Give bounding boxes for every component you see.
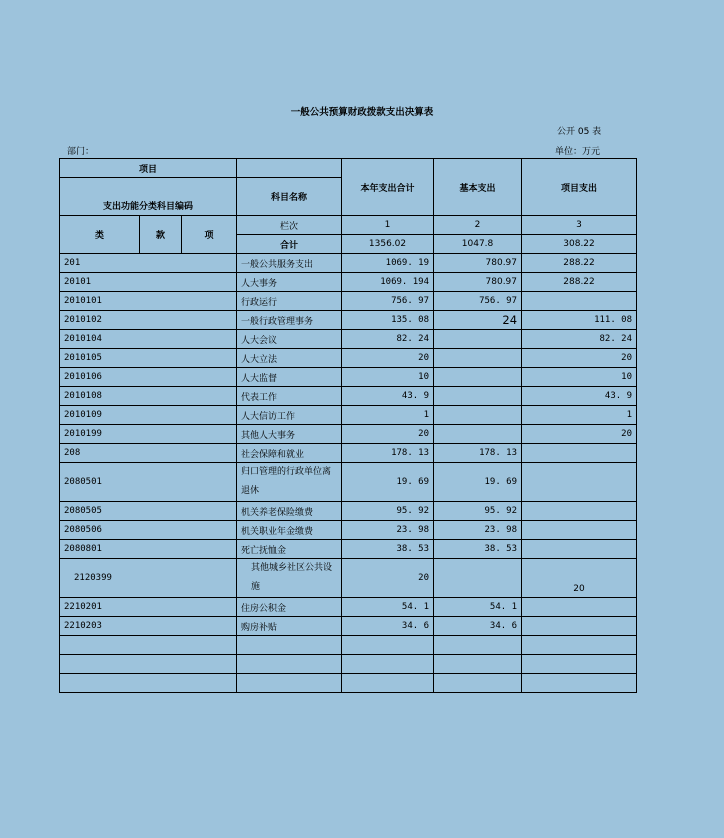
row-name: 其他人大事务 xyxy=(237,425,342,444)
row-total: 34. 6 xyxy=(342,617,434,636)
row-project xyxy=(522,617,637,636)
row-basic: 95. 92 xyxy=(434,502,522,521)
row-total: 1069. 194 xyxy=(342,273,434,292)
sum-project: 308.22 xyxy=(522,235,637,254)
unit-label: 单位：万元 xyxy=(555,147,601,157)
row-basic xyxy=(434,330,522,349)
row-code: 2010106 xyxy=(60,368,237,387)
row-total: 54. 1 xyxy=(342,598,434,617)
row-project: 1 xyxy=(522,406,637,425)
row-project: 111. 08 xyxy=(522,311,637,330)
expenditure-table xyxy=(59,158,637,693)
header-col2: 2 xyxy=(434,216,522,235)
empty-cell xyxy=(434,636,522,655)
sum-basic: 1047.8 xyxy=(434,235,522,254)
row-total: 82. 24 xyxy=(342,330,434,349)
row-name: 人大会议 xyxy=(237,330,342,349)
row-basic: 23. 98 xyxy=(434,521,522,540)
row-basic xyxy=(434,349,522,368)
form-number: 公开 05 表 xyxy=(557,127,602,137)
row-code: 2210201 xyxy=(60,598,237,617)
row-project xyxy=(522,521,637,540)
row-code: 2210203 xyxy=(60,617,237,636)
row-basic xyxy=(434,559,522,598)
row-name: 行政运行 xyxy=(237,292,342,311)
empty-cell xyxy=(434,655,522,674)
empty-row xyxy=(60,655,637,674)
row-code: 2010109 xyxy=(60,406,237,425)
row-project: 20 xyxy=(522,425,637,444)
empty-cell xyxy=(522,636,637,655)
header-function-code: 支出功能分类科目编码 xyxy=(60,178,237,216)
table-row xyxy=(60,425,637,444)
row-name: 人大事务 xyxy=(237,273,342,292)
empty-row xyxy=(60,674,637,693)
sum-label: 合计 xyxy=(237,235,342,254)
row-code: 2010199 xyxy=(60,425,237,444)
row-total: 43. 9 xyxy=(342,387,434,406)
row-basic: 178. 13 xyxy=(434,444,522,463)
row-project: 288.22 xyxy=(522,273,637,292)
table-row xyxy=(60,406,637,425)
row-total: 95. 92 xyxy=(342,502,434,521)
row-code: 2010101 xyxy=(60,292,237,311)
empty-cell xyxy=(60,674,237,693)
row-code: 2120399 xyxy=(60,559,237,598)
header-subject-name: 科目名称 xyxy=(237,178,342,216)
row-code: 2080505 xyxy=(60,502,237,521)
row-total: 20 xyxy=(342,559,434,598)
header-lanci: 栏次 xyxy=(237,216,342,235)
row-project: 288.22 xyxy=(522,254,637,273)
row-total: 756. 97 xyxy=(342,292,434,311)
row-code: 2010102 xyxy=(60,311,237,330)
table-title: 一般公共预算财政拨款支出决算表 xyxy=(290,107,434,118)
row-total: 20 xyxy=(342,425,434,444)
row-total: 38. 53 xyxy=(342,540,434,559)
row-name: 人大信访工作 xyxy=(237,406,342,425)
row-code: 2010105 xyxy=(60,349,237,368)
table-row xyxy=(60,502,637,521)
header-total: 本年支出合计 xyxy=(342,159,434,216)
row-code: 2010104 xyxy=(60,330,237,349)
header-project-expenditure: 项目支出 xyxy=(522,159,637,216)
row-name: 死亡抚恤金 xyxy=(237,540,342,559)
table-row xyxy=(60,311,637,330)
row-name: 一般行政管理事务 xyxy=(237,311,342,330)
row-total: 20 xyxy=(342,349,434,368)
row-total: 178. 13 xyxy=(342,444,434,463)
empty-cell xyxy=(522,674,637,693)
empty-cell xyxy=(60,655,237,674)
row-total: 10 xyxy=(342,368,434,387)
sum-total: 1356.02 xyxy=(342,235,434,254)
table-row xyxy=(60,617,637,636)
empty-row xyxy=(60,636,637,655)
row-name: 代表工作 xyxy=(237,387,342,406)
header-col3: 3 xyxy=(522,216,637,235)
row-basic: 24 xyxy=(434,311,522,330)
row-basic: 780.97 xyxy=(434,273,522,292)
table-row xyxy=(60,444,637,463)
table-row xyxy=(60,540,637,559)
table-row xyxy=(60,349,637,368)
row-name: 一般公共服务支出 xyxy=(237,254,342,273)
empty-cell xyxy=(434,674,522,693)
header-basic: 基本支出 xyxy=(434,159,522,216)
row-code: 20101 xyxy=(60,273,237,292)
row-project xyxy=(522,540,637,559)
row-name: 社会保障和就业 xyxy=(237,444,342,463)
table-row xyxy=(60,521,637,540)
empty-cell xyxy=(342,636,434,655)
row-project xyxy=(522,292,637,311)
row-project: 20 xyxy=(522,559,637,598)
row-project: 82. 24 xyxy=(522,330,637,349)
row-code: 208 xyxy=(60,444,237,463)
table-row xyxy=(60,254,637,273)
row-name: 其他城乡社区公共设施 xyxy=(237,559,342,598)
row-basic: 34. 6 xyxy=(434,617,522,636)
header-col1: 1 xyxy=(342,216,434,235)
empty-cell xyxy=(342,655,434,674)
table-row xyxy=(60,368,637,387)
table-row xyxy=(60,559,637,598)
row-basic: 780.97 xyxy=(434,254,522,273)
empty-cell xyxy=(342,674,434,693)
empty-cell xyxy=(237,655,342,674)
row-project: 20 xyxy=(522,349,637,368)
row-project xyxy=(522,598,637,617)
row-project: 43. 9 xyxy=(522,387,637,406)
header-project: 项目 xyxy=(60,159,237,178)
empty-cell xyxy=(237,636,342,655)
row-basic xyxy=(434,387,522,406)
department-label: 部门： xyxy=(67,147,95,157)
header-lei: 类 xyxy=(60,216,140,254)
table-row xyxy=(60,292,637,311)
empty-cell xyxy=(237,674,342,693)
row-total: 19. 69 xyxy=(342,463,434,502)
table-row xyxy=(60,463,637,502)
row-code: 2080501 xyxy=(60,463,237,502)
row-basic xyxy=(434,425,522,444)
row-project xyxy=(522,463,637,502)
row-basic: 54. 1 xyxy=(434,598,522,617)
row-total: 1069. 19 xyxy=(342,254,434,273)
row-name: 购房补贴 xyxy=(237,617,342,636)
row-project xyxy=(522,444,637,463)
row-total: 135. 08 xyxy=(342,311,434,330)
row-name: 归口管理的行政单位离退休 xyxy=(237,463,342,502)
row-project xyxy=(522,502,637,521)
row-name: 住房公积金 xyxy=(237,598,342,617)
header-subject-name-top xyxy=(237,159,342,178)
row-basic: 19. 69 xyxy=(434,463,522,502)
row-basic: 756. 97 xyxy=(434,292,522,311)
empty-cell xyxy=(522,655,637,674)
row-total: 1 xyxy=(342,406,434,425)
row-basic xyxy=(434,368,522,387)
row-code: 2080801 xyxy=(60,540,237,559)
header-kuan: 款 xyxy=(140,216,182,254)
row-code: 2080506 xyxy=(60,521,237,540)
table-row xyxy=(60,598,637,617)
table-row xyxy=(60,273,637,292)
row-project: 10 xyxy=(522,368,637,387)
row-name: 人大立法 xyxy=(237,349,342,368)
row-name: 人大监督 xyxy=(237,368,342,387)
row-code: 2010108 xyxy=(60,387,237,406)
row-code: 201 xyxy=(60,254,237,273)
row-name: 机关养老保险缴费 xyxy=(237,502,342,521)
row-total: 23. 98 xyxy=(342,521,434,540)
table-row xyxy=(60,330,637,349)
row-name: 机关职业年金缴费 xyxy=(237,521,342,540)
table-row xyxy=(60,387,637,406)
header-xiang: 项 xyxy=(182,216,237,254)
row-basic xyxy=(434,406,522,425)
empty-cell xyxy=(60,636,237,655)
row-basic: 38. 53 xyxy=(434,540,522,559)
